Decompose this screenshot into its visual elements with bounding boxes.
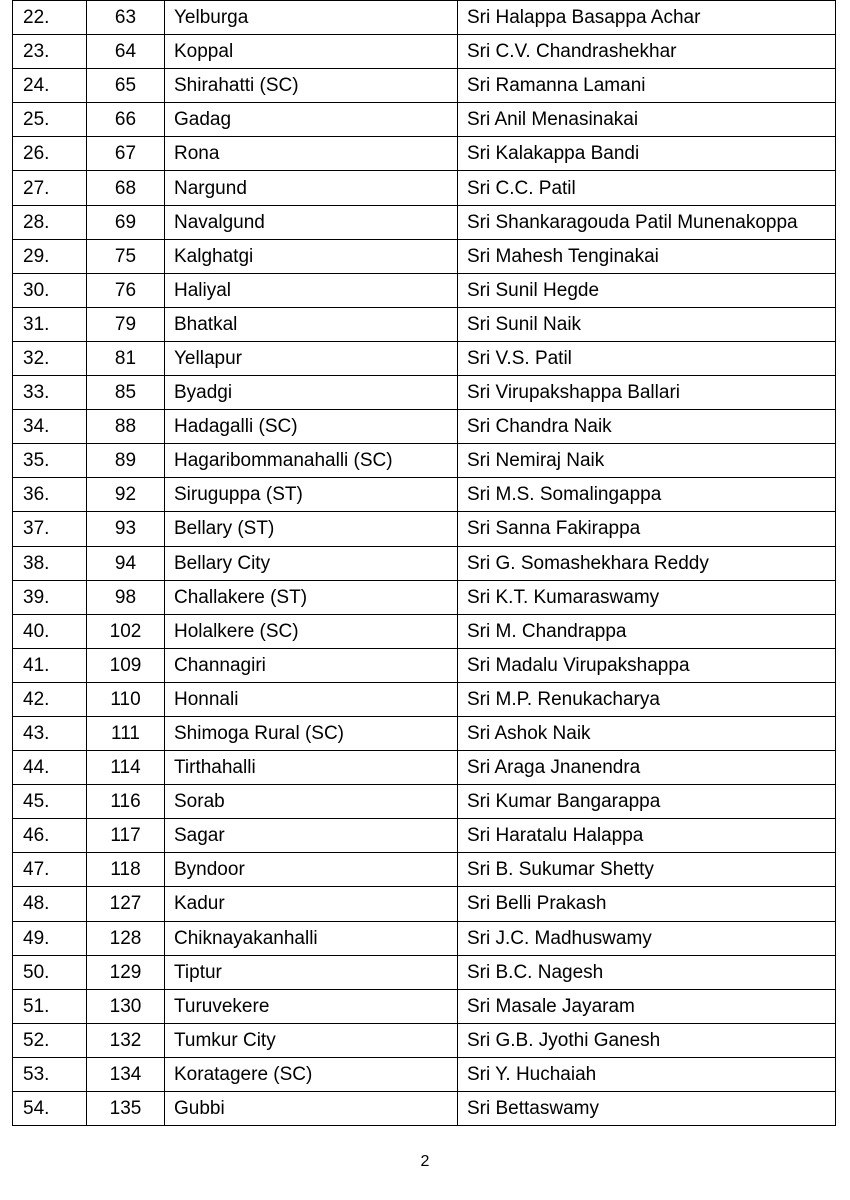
constituency-name-cell: Hagaribommanahalli (SC) bbox=[165, 444, 458, 478]
constituency-name-cell: Nargund bbox=[165, 171, 458, 205]
constituency-number-cell: 128 bbox=[87, 921, 165, 955]
serial-number-cell: 25. bbox=[13, 103, 87, 137]
constituency-number-cell: 76 bbox=[87, 273, 165, 307]
table-row bbox=[13, 410, 836, 444]
constituency-number-cell: 89 bbox=[87, 444, 165, 478]
constituency-number-cell: 75 bbox=[87, 239, 165, 273]
table-row bbox=[13, 989, 836, 1023]
constituency-number-cell: 88 bbox=[87, 410, 165, 444]
serial-number-cell: 43. bbox=[13, 716, 87, 750]
serial-number-cell: 29. bbox=[13, 239, 87, 273]
candidate-name-cell: Sri Shankaragouda Patil Munenakoppa bbox=[458, 205, 836, 239]
table-row bbox=[13, 751, 836, 785]
table-row bbox=[13, 1092, 836, 1126]
constituency-name-cell: Sagar bbox=[165, 819, 458, 853]
candidate-name-cell: Sri Chandra Naik bbox=[458, 410, 836, 444]
serial-number-cell: 41. bbox=[13, 648, 87, 682]
constituency-number-cell: 93 bbox=[87, 512, 165, 546]
candidate-name-cell: Sri C.V. Chandrashekhar bbox=[458, 35, 836, 69]
serial-number-cell: 39. bbox=[13, 580, 87, 614]
table-row bbox=[13, 103, 836, 137]
serial-number-cell: 40. bbox=[13, 614, 87, 648]
candidate-name-cell: Sri M.P. Renukacharya bbox=[458, 682, 836, 716]
candidate-name-cell: Sri B.C. Nagesh bbox=[458, 955, 836, 989]
candidate-name-cell: Sri Kumar Bangarappa bbox=[458, 785, 836, 819]
table-row bbox=[13, 785, 836, 819]
table-row bbox=[13, 478, 836, 512]
table-row bbox=[13, 69, 836, 103]
table-row bbox=[13, 341, 836, 375]
candidate-name-cell: Sri V.S. Patil bbox=[458, 341, 836, 375]
table-row bbox=[13, 137, 836, 171]
table-row bbox=[13, 648, 836, 682]
constituency-number-cell: 63 bbox=[87, 1, 165, 35]
constituency-name-cell: Sorab bbox=[165, 785, 458, 819]
constituency-number-cell: 65 bbox=[87, 69, 165, 103]
table-row bbox=[13, 239, 836, 273]
serial-number-cell: 27. bbox=[13, 171, 87, 205]
constituency-number-cell: 81 bbox=[87, 341, 165, 375]
serial-number-cell: 52. bbox=[13, 1023, 87, 1057]
candidate-name-cell: Sri Haratalu Halappa bbox=[458, 819, 836, 853]
serial-number-cell: 35. bbox=[13, 444, 87, 478]
table-row bbox=[13, 205, 836, 239]
constituency-number-cell: 102 bbox=[87, 614, 165, 648]
candidate-table bbox=[12, 0, 836, 1126]
serial-number-cell: 36. bbox=[13, 478, 87, 512]
constituency-name-cell: Tiptur bbox=[165, 955, 458, 989]
constituency-number-cell: 117 bbox=[87, 819, 165, 853]
constituency-number-cell: 94 bbox=[87, 546, 165, 580]
table-row bbox=[13, 1, 836, 35]
constituency-name-cell: Tirthahalli bbox=[165, 751, 458, 785]
constituency-name-cell: Bellary (ST) bbox=[165, 512, 458, 546]
table-row bbox=[13, 819, 836, 853]
table-row bbox=[13, 614, 836, 648]
candidate-name-cell: Sri J.C. Madhuswamy bbox=[458, 921, 836, 955]
constituency-name-cell: Byndoor bbox=[165, 853, 458, 887]
candidate-table-body bbox=[13, 1, 836, 1126]
candidate-name-cell: Sri Araga Jnanendra bbox=[458, 751, 836, 785]
candidate-name-cell: Sri B. Sukumar Shetty bbox=[458, 853, 836, 887]
candidate-name-cell: Sri Masale Jayaram bbox=[458, 989, 836, 1023]
candidate-name-cell: Sri Sunil Hegde bbox=[458, 273, 836, 307]
serial-number-cell: 31. bbox=[13, 307, 87, 341]
serial-number-cell: 42. bbox=[13, 682, 87, 716]
constituency-number-cell: 130 bbox=[87, 989, 165, 1023]
candidate-name-cell: Sri M. Chandrappa bbox=[458, 614, 836, 648]
constituency-number-cell: 68 bbox=[87, 171, 165, 205]
serial-number-cell: 47. bbox=[13, 853, 87, 887]
table-row bbox=[13, 887, 836, 921]
candidate-name-cell: Sri Madalu Virupakshappa bbox=[458, 648, 836, 682]
serial-number-cell: 24. bbox=[13, 69, 87, 103]
constituency-name-cell: Channagiri bbox=[165, 648, 458, 682]
constituency-number-cell: 129 bbox=[87, 955, 165, 989]
constituency-name-cell: Kalghatgi bbox=[165, 239, 458, 273]
candidate-name-cell: Sri Sunil Naik bbox=[458, 307, 836, 341]
serial-number-cell: 23. bbox=[13, 35, 87, 69]
constituency-name-cell: Yelburga bbox=[165, 1, 458, 35]
constituency-number-cell: 118 bbox=[87, 853, 165, 887]
constituency-name-cell: Haliyal bbox=[165, 273, 458, 307]
candidate-name-cell: Sri Anil Menasinakai bbox=[458, 103, 836, 137]
page-number: 2 bbox=[420, 1153, 430, 1170]
candidate-name-cell: Sri K.T. Kumaraswamy bbox=[458, 580, 836, 614]
table-row bbox=[13, 546, 836, 580]
table-row bbox=[13, 171, 836, 205]
constituency-name-cell: Koppal bbox=[165, 35, 458, 69]
constituency-number-cell: 64 bbox=[87, 35, 165, 69]
table-row bbox=[13, 1057, 836, 1091]
candidate-name-cell: Sri Kalakappa Bandi bbox=[458, 137, 836, 171]
candidate-name-cell: Sri Mahesh Tenginakai bbox=[458, 239, 836, 273]
serial-number-cell: 22. bbox=[13, 1, 87, 35]
constituency-number-cell: 66 bbox=[87, 103, 165, 137]
candidate-name-cell: Sri Ashok Naik bbox=[458, 716, 836, 750]
candidate-name-cell: Sri Belli Prakash bbox=[458, 887, 836, 921]
constituency-number-cell: 69 bbox=[87, 205, 165, 239]
constituency-name-cell: Shimoga Rural (SC) bbox=[165, 716, 458, 750]
serial-number-cell: 33. bbox=[13, 376, 87, 410]
constituency-name-cell: Challakere (ST) bbox=[165, 580, 458, 614]
table-row bbox=[13, 376, 836, 410]
table-row bbox=[13, 580, 836, 614]
constituency-number-cell: 92 bbox=[87, 478, 165, 512]
constituency-number-cell: 135 bbox=[87, 1092, 165, 1126]
constituency-name-cell: Siruguppa (ST) bbox=[165, 478, 458, 512]
table-row bbox=[13, 307, 836, 341]
serial-number-cell: 30. bbox=[13, 273, 87, 307]
constituency-number-cell: 116 bbox=[87, 785, 165, 819]
candidate-name-cell: Sri Nemiraj Naik bbox=[458, 444, 836, 478]
candidate-name-cell: Sri Halappa Basappa Achar bbox=[458, 1, 836, 35]
table-row bbox=[13, 1023, 836, 1057]
constituency-number-cell: 67 bbox=[87, 137, 165, 171]
table-row bbox=[13, 955, 836, 989]
serial-number-cell: 34. bbox=[13, 410, 87, 444]
candidate-name-cell: Sri Y. Huchaiah bbox=[458, 1057, 836, 1091]
serial-number-cell: 45. bbox=[13, 785, 87, 819]
constituency-name-cell: Bhatkal bbox=[165, 307, 458, 341]
constituency-number-cell: 110 bbox=[87, 682, 165, 716]
constituency-name-cell: Yellapur bbox=[165, 341, 458, 375]
serial-number-cell: 49. bbox=[13, 921, 87, 955]
candidate-name-cell: Sri Ramanna Lamani bbox=[458, 69, 836, 103]
candidate-name-cell: Sri C.C. Patil bbox=[458, 171, 836, 205]
constituency-name-cell: Holalkere (SC) bbox=[165, 614, 458, 648]
candidate-name-cell: Sri G. Somashekhara Reddy bbox=[458, 546, 836, 580]
table-row bbox=[13, 853, 836, 887]
constituency-name-cell: Hadagalli (SC) bbox=[165, 410, 458, 444]
serial-number-cell: 48. bbox=[13, 887, 87, 921]
constituency-name-cell: Koratagere (SC) bbox=[165, 1057, 458, 1091]
constituency-number-cell: 111 bbox=[87, 716, 165, 750]
serial-number-cell: 32. bbox=[13, 341, 87, 375]
constituency-number-cell: 114 bbox=[87, 751, 165, 785]
constituency-name-cell: Gadag bbox=[165, 103, 458, 137]
constituency-name-cell: Bellary City bbox=[165, 546, 458, 580]
constituency-name-cell: Shirahatti (SC) bbox=[165, 69, 458, 103]
constituency-number-cell: 79 bbox=[87, 307, 165, 341]
serial-number-cell: 53. bbox=[13, 1057, 87, 1091]
serial-number-cell: 37. bbox=[13, 512, 87, 546]
table-row bbox=[13, 716, 836, 750]
constituency-number-cell: 85 bbox=[87, 376, 165, 410]
table-row bbox=[13, 273, 836, 307]
serial-number-cell: 46. bbox=[13, 819, 87, 853]
candidate-name-cell: Sri G.B. Jyothi Ganesh bbox=[458, 1023, 836, 1057]
candidate-name-cell: Sri Bettaswamy bbox=[458, 1092, 836, 1126]
table-row bbox=[13, 921, 836, 955]
candidate-name-cell: Sri Sanna Fakirappa bbox=[458, 512, 836, 546]
table-row bbox=[13, 35, 836, 69]
constituency-number-cell: 127 bbox=[87, 887, 165, 921]
serial-number-cell: 51. bbox=[13, 989, 87, 1023]
constituency-name-cell: Kadur bbox=[165, 887, 458, 921]
table-row bbox=[13, 444, 836, 478]
table-row bbox=[13, 682, 836, 716]
constituency-name-cell: Tumkur City bbox=[165, 1023, 458, 1057]
candidate-name-cell: Sri Virupakshappa Ballari bbox=[458, 376, 836, 410]
constituency-number-cell: 109 bbox=[87, 648, 165, 682]
serial-number-cell: 38. bbox=[13, 546, 87, 580]
constituency-name-cell: Turuvekere bbox=[165, 989, 458, 1023]
candidate-name-cell: Sri M.S. Somalingappa bbox=[458, 478, 836, 512]
constituency-number-cell: 132 bbox=[87, 1023, 165, 1057]
constituency-name-cell: Honnali bbox=[165, 682, 458, 716]
constituency-name-cell: Chiknayakanhalli bbox=[165, 921, 458, 955]
constituency-number-cell: 98 bbox=[87, 580, 165, 614]
serial-number-cell: 28. bbox=[13, 205, 87, 239]
serial-number-cell: 26. bbox=[13, 137, 87, 171]
constituency-number-cell: 134 bbox=[87, 1057, 165, 1091]
constituency-name-cell: Navalgund bbox=[165, 205, 458, 239]
constituency-name-cell: Rona bbox=[165, 137, 458, 171]
constituency-name-cell: Byadgi bbox=[165, 376, 458, 410]
serial-number-cell: 54. bbox=[13, 1092, 87, 1126]
constituency-name-cell: Gubbi bbox=[165, 1092, 458, 1126]
serial-number-cell: 50. bbox=[13, 955, 87, 989]
serial-number-cell: 44. bbox=[13, 751, 87, 785]
table-row bbox=[13, 512, 836, 546]
